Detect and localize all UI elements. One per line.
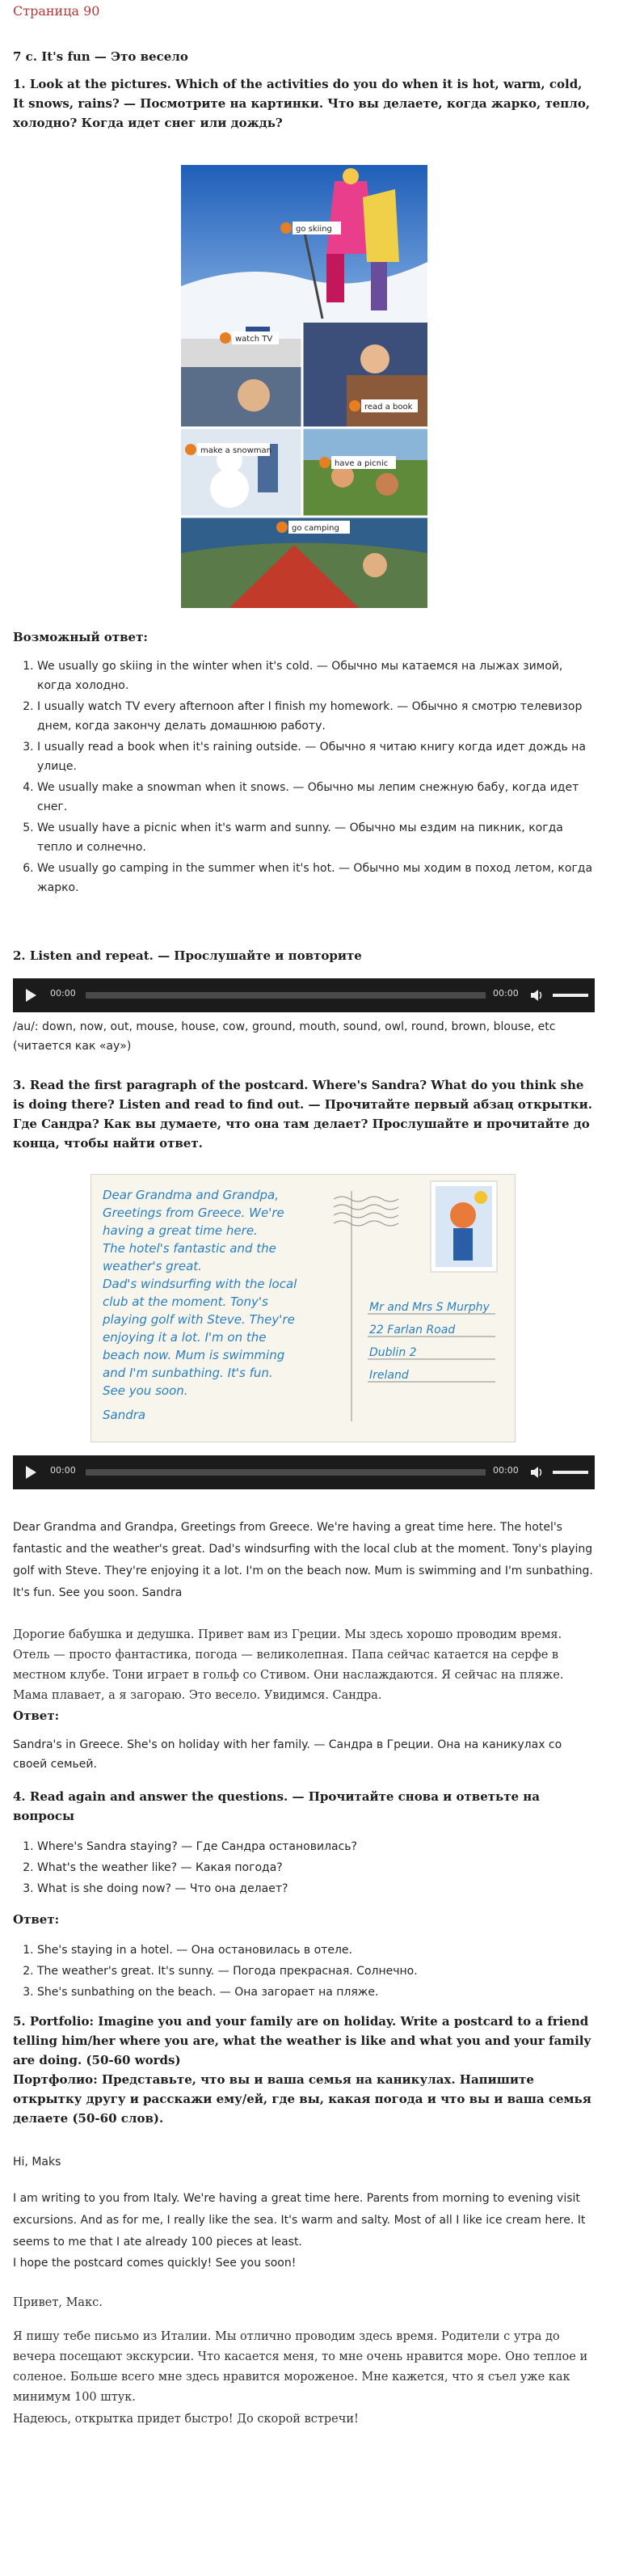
label-make-a-snowman: make a snowman: [200, 446, 272, 455]
play-icon[interactable]: [26, 989, 36, 1002]
letter-closing-en: I hope the postcard comes quickly! See you soon!: [13, 2257, 297, 2270]
list-item: 2. What's the weather like? — Какая погода?: [37, 1858, 595, 1877]
postcard-text-en: Dear Grandma and Grandpa, Greetings from Greece. We're having a great time here. The hotel's fantastic and the weather's great. Dad's windsurfing with the local club at the moment. Tony's playing golf with Steve. They're enjoying it a lot. I'm on the beach now. Mum is swimming and I'm sunbathing. It's fun. See you soon. Sandra: [13, 1521, 593, 1599]
audio-player-1[interactable]: [13, 978, 595, 1012]
list-item: 5. We usually have a picnic when it's warm and sunny. — Обычно мы ездим на пикник, когда тепло и солнечно.: [37, 818, 595, 857]
exercise-3-task: 3. Read the first paragraph of the postcard. Where's Sandra? What do you think she is doing there? Listen and read to find out. — Прочитайте первый абзац открытки. Где Сандра? Как вы думаете, что она там делает? Прослушайте и прочитайте до конца, чтобы найти ответ.: [13, 1078, 592, 1151]
postcard-address-line: 22 Farlan Road: [369, 1324, 456, 1337]
ex1-answer-label: Возможный ответ:: [13, 630, 148, 644]
volume-icon[interactable]: [530, 989, 543, 1002]
exercise-2-task: 2. Listen and repeat. — Прослушайте и повторите: [13, 948, 362, 963]
label-read-a-book: read a book: [364, 403, 413, 412]
list-item: 4. We usually make a snowman when it snows. — Обычно мы лепим снежную бабу, когда идет снег.: [37, 778, 595, 817]
list-item: 6. We usually go camping in the summer when it's hot. — Обычно мы ходим в поход летом, когда жарко.: [37, 859, 595, 897]
current-time: 00:00: [50, 988, 76, 999]
postcard-line: See you soon.: [103, 1383, 188, 1398]
label-watch-tv: watch TV: [235, 335, 273, 344]
postcard-picture: [91, 1174, 516, 1442]
postcard-line: enjoying it a lot. I'm on the: [103, 1330, 267, 1345]
exercise-5-task-ru: Портфолио: Представьте, что вы и ваша семья на каникулах. Напишите открытку другу и расскажи ему/ей, где вы, какая погода и что вы и ваша семья делаете (50-60 слов).: [13, 2072, 591, 2126]
ex4-answer-label: Ответ:: [13, 1912, 60, 1927]
progress-rail[interactable]: [86, 992, 486, 999]
volume-slider[interactable]: [553, 1471, 588, 1474]
postcard-line: club at the moment. Tony's: [103, 1294, 268, 1309]
label-go-camping: go camping: [292, 524, 339, 533]
postcard-line: and I'm sunbathing. It's fun.: [103, 1366, 273, 1380]
postcard-line: Dear Grandma and Grandpa,: [103, 1188, 279, 1202]
label-go-skiing: go skiing: [296, 225, 332, 234]
postcard-line: Greetings from Greece. We're: [103, 1206, 284, 1220]
exercise-4-task: 4. Read again and answer the questions. — Прочитайте снова и ответьте на вопросы: [13, 1789, 540, 1823]
play-icon[interactable]: [26, 1466, 36, 1479]
list-item: 2. The weather's great. It's sunny. — Погода прекрасная. Солнечно.: [37, 1962, 595, 1981]
postcard-address-line: Ireland: [369, 1369, 409, 1382]
list-item: 3. What is she doing now? — Что она делает?: [37, 1879, 595, 1898]
letter-greeting-en: Hi, Maks: [13, 2156, 61, 2168]
duration: 00:00: [493, 1465, 519, 1476]
list-item: 1. Where's Sandra staying? — Где Сандра остановилась?: [37, 1837, 595, 1856]
postcard-text-ru: Дорогие бабушка и дедушка. Привет вам из Греции. Мы здесь хорошо проводим время. Отель — просто фантастика, погода — великолепная. Папа сейчас катается на серфе в местном клубе. Тони играет в гольф со Стивом. Они наслаждаются. Я сейчас на пляже. Мама плавает, а я загораю. Это весело. Увидимся. Сандра.: [13, 1628, 564, 1702]
exercise-1-task: 1. Look at the pictures. Which of the activities do you do when it is hot, warm, cold, It snows, rains? — Посмотрите на картинки. Что вы делаете, когда жарко, тепло, холодно? Когда идет снег или дождь?: [13, 77, 591, 130]
exercise-5-task-en: 5. Portfolio: Imagine you and your family are on holiday. Write a postcard to a friend telling him/her where you are, what the weather is like and what you and your family are doing. (50-60 words): [13, 2014, 591, 2067]
letter-body-en: I am writing to you from Italy. We're having a great time here. Parents from morning to evening visit excursions. And as for me, I really like the sea. It's warm and salty. Most of all I like ice cream here. It seems to me that I ate already 100 pieces at least.: [13, 2192, 586, 2249]
letter-body-ru: Я пишу тебе письмо из Италии. Мы отлично проводим здесь время. Родители с утра до вечера посещают экскурсии. Что касается меня, то мне очень нравится море. Оно теплое и соленое. Больше всего мне здесь нравится мороженое. Мне кажется, что я съел уже как минимум 100 штук.: [13, 2330, 588, 2404]
ex3-answer: Sandra's in Greece. She's on holiday with her family. — Сандра в Греции. Она на каникулах со своей семьей.: [13, 1738, 562, 1771]
postcard-signature: Sandra: [103, 1408, 146, 1422]
list-item: 3. I usually read a book when it's raining outside. — Обычно я читаю книгу когда идет дождь на улице.: [37, 737, 595, 776]
postcard-address-line: Mr and Mrs S Murphy: [369, 1301, 490, 1314]
volume-icon[interactable]: [530, 1466, 543, 1479]
postcard-line: beach now. Mum is swimming: [103, 1348, 285, 1362]
list-item: 2. I usually watch TV every afternoon after I finish my homework. — Обычно я смотрю телевизор днем, когда закончу делать домашнюю работу.: [37, 697, 595, 736]
letter-greeting-ru: Привет, Макс.: [13, 2296, 103, 2309]
activities-picture: [181, 165, 427, 608]
audio-player-2[interactable]: [13, 1455, 595, 1489]
postcard-address-line: Dublin 2: [369, 1346, 417, 1359]
page-title: Страница 90: [13, 3, 100, 19]
postcard-line: Dad's windsurfing with the local: [103, 1277, 297, 1291]
letter-closing-ru: Надеюсь, открытка придет быстро! До скорой встречи!: [13, 2413, 359, 2426]
list-item: 1. We usually go skiing in the winter when it's cold. — Обычно мы катаемся на лыжах зимой, когда холодно.: [37, 657, 595, 695]
postcard-line: The hotel's fantastic and the: [103, 1241, 276, 1256]
volume-slider[interactable]: [553, 994, 588, 997]
ex4-questions-list: [13, 1837, 595, 1900]
postcard-line: playing golf with Steve. They're: [103, 1312, 295, 1327]
list-item: 1. She's staying in a hotel. — Она остановилась в отеле.: [37, 1940, 595, 1960]
ex4-answers-list: [13, 1940, 595, 2004]
progress-rail[interactable]: [86, 1469, 486, 1476]
list-item: 3. She's sunbathing on the beach. — Она загорает на пляже.: [37, 1983, 595, 2002]
ex3-answer-label: Ответ:: [13, 1708, 60, 1723]
label-have-a-picnic: have a picnic: [335, 459, 389, 468]
ex2-sound-words: /au/: down, now, out, mouse, house, cow, ground, mouth, sound, owl, round, brown, blouse, etc (читается как «ау»): [13, 1020, 556, 1053]
current-time: 00:00: [50, 1465, 76, 1476]
duration: 00:00: [493, 988, 519, 999]
section-heading: 7 с. It's fun — Это весело: [13, 49, 188, 64]
postcard-line: having a great time here.: [103, 1223, 258, 1238]
postcard-line: weather's great.: [103, 1259, 202, 1273]
ex1-answers-list: [13, 657, 595, 899]
